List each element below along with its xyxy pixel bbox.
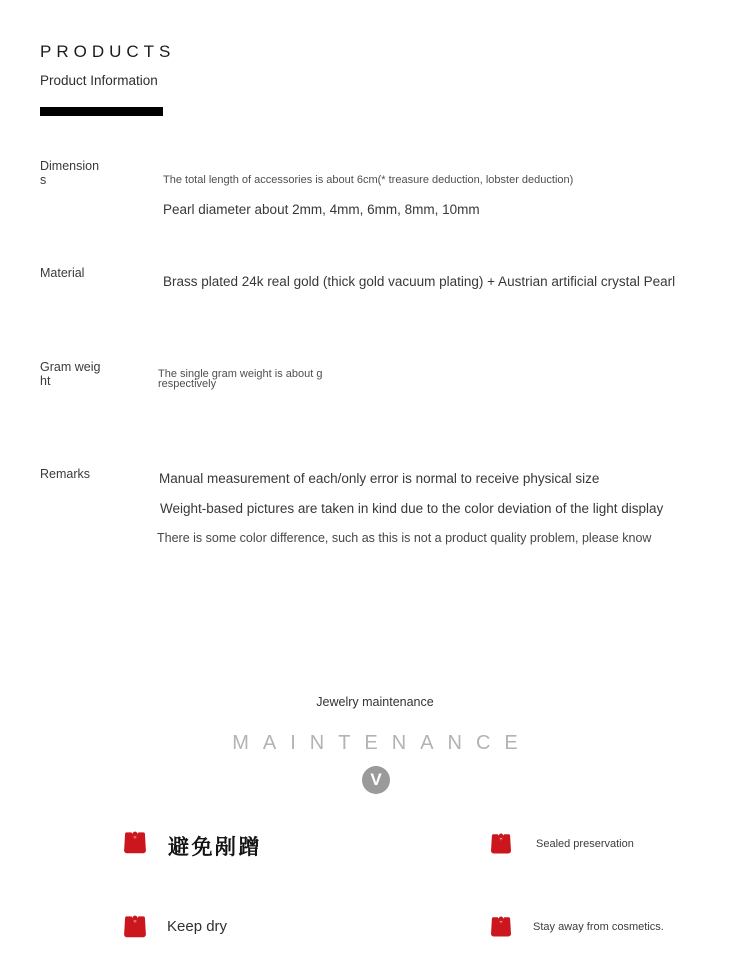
care-item-label-keep-dry: Keep dry (167, 918, 228, 935)
jewelry-bust-icon (490, 916, 512, 938)
spec-value-material: Brass plated 24k real gold (thick gold vacuum plating) + Austrian artificial crystal Pearl (163, 274, 676, 289)
care-item-label-sealed-preservation: Sealed preservation (536, 838, 634, 850)
spec-value-dimensions-pearl: Pearl diameter about 2mm, 4mm, 6mm, 8mm, 10mm (163, 202, 480, 217)
maintenance-watermark: MAINTENANCE (232, 732, 532, 754)
jewelry-bust-icon (123, 831, 147, 855)
spec-value-remarks-2: Weight-based pictures are taken in kind due to the color deviation of the light display (160, 501, 664, 516)
page-title: PRODUCTS (40, 42, 176, 61)
care-item-label-stay-away-cosmetics: Stay away from cosmetics. (533, 921, 664, 933)
care-item-label-avoid-scratching: 避免剐蹭 (168, 836, 262, 859)
spec-label-remarks: Remarks (40, 467, 91, 481)
v-badge-icon: V (362, 766, 390, 794)
jewelry-bust-icon (123, 915, 147, 939)
spec-label-gram-weight: Gram weight (40, 360, 101, 388)
jewelry-bust-icon (490, 833, 512, 855)
title-underline-bar (40, 107, 163, 116)
spec-value-dimensions-note: The total length of accessories is about 6cm(* treasure deduction, lobster deduction) (163, 174, 574, 186)
spec-label-dimensions: Dimensions (40, 159, 100, 187)
maintenance-section-title: Jewelry maintenance (316, 695, 434, 709)
page-subtitle: Product Information (40, 73, 158, 88)
spec-value-gram-weight: The single gram weight is about g respectively (158, 368, 323, 390)
spec-value-remarks-3: There is some color difference, such as this is not a product quality problem, please know (157, 531, 652, 545)
spec-value-remarks-1: Manual measurement of each/only error is normal to receive physical size (159, 471, 600, 486)
spec-label-material: Material (40, 266, 85, 280)
